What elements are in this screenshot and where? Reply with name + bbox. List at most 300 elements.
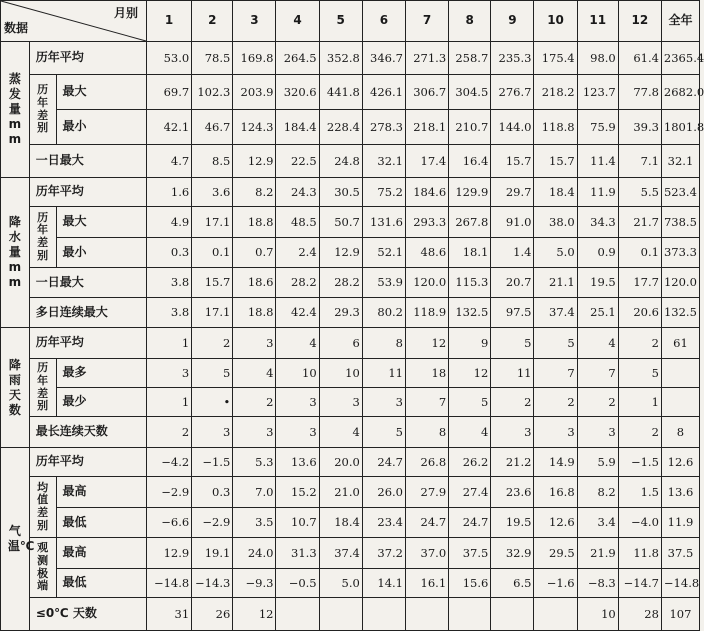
precip-max-value: 48.5: [276, 207, 319, 238]
temp-belowzero-value: 10: [577, 598, 618, 631]
temp-extreme-label-text: 观测极端: [37, 541, 49, 593]
temp-meanhigh-value: 27.4: [449, 477, 491, 508]
evap-min-value: 75.9: [577, 110, 618, 145]
evap-avg-value: 346.7: [362, 42, 405, 75]
precip-daymax-value: 28.2: [276, 268, 319, 298]
precip-min-value: 52.1: [362, 238, 405, 268]
temp-meanhigh-value: 7.0: [233, 477, 276, 508]
precip-multiday-value: 118.9: [405, 298, 448, 328]
evap-daymax-value: 8.5: [192, 145, 233, 178]
precip-max-row: [1, 207, 700, 238]
rain-most-value: 7: [577, 359, 618, 388]
evap-min-row: [1, 110, 700, 145]
temp-avg-value: 13.6: [276, 448, 319, 477]
header-month-5: 5: [319, 1, 362, 42]
evap-avg-value: 352.8: [319, 42, 362, 75]
evap-max-value: 218.2: [534, 75, 577, 110]
temp-meanlow-value: 12.6: [534, 508, 577, 538]
rain-most-value: 11: [362, 359, 405, 388]
header-month-2: 2: [192, 1, 233, 42]
precip-max-value: 267.8: [449, 207, 491, 238]
temp-avg-value: 26.8: [405, 448, 448, 477]
temp-belowzero-value: [449, 598, 491, 631]
evap-min-value: 184.4: [276, 110, 319, 145]
rain-avg-value: 4: [577, 328, 618, 359]
rain-least-value: 1: [146, 388, 191, 417]
rain-least-label: 最少: [56, 388, 146, 417]
precip-min-value: 0.1: [618, 238, 661, 268]
rain-longest-value: 5: [362, 417, 405, 448]
temp-belowzero-label: ≤0℃ 天数: [29, 598, 146, 631]
precip-avg-value: 1.6: [146, 178, 191, 207]
precip-daymax-label: 一日最大: [29, 268, 146, 298]
evap-daymax-value: 32.1: [661, 145, 699, 178]
precip-max-value: 91.0: [491, 207, 534, 238]
temp-belowzero-value: [491, 598, 534, 631]
rain-least-value: 2: [577, 388, 618, 417]
evap-max-value: 276.7: [491, 75, 534, 110]
temp-exthigh-value: 19.1: [192, 538, 233, 569]
evap-daymax-value: 15.7: [491, 145, 534, 178]
temp-belowzero-value: [362, 598, 405, 631]
precip-min-value: 0.7: [233, 238, 276, 268]
evap-min-value: 228.4: [319, 110, 362, 145]
precip-multiday-row: [1, 298, 700, 328]
evap-daymax-value: 17.4: [405, 145, 448, 178]
evap-daymax-value: 22.5: [276, 145, 319, 178]
precip-diff-label-text: 历年差别: [37, 210, 49, 262]
evap-daymax-value: 15.7: [534, 145, 577, 178]
temp-avg-value: 12.6: [661, 448, 699, 477]
raindays-category-text: 降雨天数: [8, 357, 21, 417]
precip-multiday-value: 29.3: [319, 298, 362, 328]
precip-daymax-value: 21.1: [534, 268, 577, 298]
temp-extlow-value: −14.8: [661, 569, 699, 598]
evap-avg-value: 169.8: [233, 42, 276, 75]
temp-meanlow-value: 3.5: [233, 508, 276, 538]
precip-max-value: 17.1: [192, 207, 233, 238]
temp-belowzero-value: 12: [233, 598, 276, 631]
evap-max-value: 306.7: [405, 75, 448, 110]
precip-max-value: 293.3: [405, 207, 448, 238]
temp-extlow-value: 15.6: [449, 569, 491, 598]
rain-avg-value: 5: [534, 328, 577, 359]
temp-meanhigh-value: 21.0: [319, 477, 362, 508]
temp-exthigh-value: 24.0: [233, 538, 276, 569]
evap-avg-value: 2365.4: [661, 42, 699, 75]
evap-diff-label-text: 历年差别: [37, 83, 49, 135]
precip-daymax-value: 18.6: [233, 268, 276, 298]
precip-avg-value: 5.5: [618, 178, 661, 207]
header-month-7: 7: [405, 1, 448, 42]
temp-meanlow-value: 23.4: [362, 508, 405, 538]
temp-extlow-value: −9.3: [233, 569, 276, 598]
evap-daymax-value: 12.9: [233, 145, 276, 178]
evap-daymax-label: 一日最大: [29, 145, 146, 178]
rain-most-value: 10: [319, 359, 362, 388]
precip-min-row: [1, 238, 700, 268]
header-month-10: 10: [534, 1, 577, 42]
evap-daymax-value: 4.7: [146, 145, 191, 178]
precip-multiday-value: 37.4: [534, 298, 577, 328]
rain-avg-row: [1, 328, 700, 359]
rain-most-value: 5: [618, 359, 661, 388]
precip-multiday-value: 132.5: [449, 298, 491, 328]
rain-least-value: 7: [405, 388, 448, 417]
precip-daymax-value: 120.0: [661, 268, 699, 298]
rain-most-value: 7: [534, 359, 577, 388]
rain-most-value: 11: [491, 359, 534, 388]
header-month-6: 6: [362, 1, 405, 42]
header-annual: 全年: [661, 1, 699, 42]
precip-daymax-value: 15.7: [192, 268, 233, 298]
header-month-1: 1: [146, 1, 191, 42]
corner-header-cell: [1, 1, 147, 42]
rain-longest-value: 4: [319, 417, 362, 448]
rain-avg-value: 4: [276, 328, 319, 359]
temp-extlow-label: 最低: [56, 569, 146, 598]
rain-avg-value: 6: [319, 328, 362, 359]
rain-avg-value: 12: [405, 328, 448, 359]
precip-multiday-value: 18.8: [233, 298, 276, 328]
temp-meanlow-value: −4.0: [618, 508, 661, 538]
temp-extlow-value: −14.3: [192, 569, 233, 598]
evap-diff-label: [29, 75, 56, 145]
evap-avg-value: 264.5: [276, 42, 319, 75]
temp-meanhigh-value: 13.6: [661, 477, 699, 508]
temp-exthigh-value: 37.5: [449, 538, 491, 569]
precip-avg-value: 3.6: [192, 178, 233, 207]
temp-meanhigh-value: 1.5: [618, 477, 661, 508]
temp-exthigh-row: [1, 538, 700, 569]
evap-min-label: 最小: [56, 110, 146, 145]
precip-avg-value: 8.2: [233, 178, 276, 207]
rain-avg-value: 61: [661, 328, 699, 359]
rain-longest-value: 3: [276, 417, 319, 448]
temp-belowzero-value: [534, 598, 577, 631]
temp-exthigh-value: 21.9: [577, 538, 618, 569]
rain-least-value: 3: [362, 388, 405, 417]
temp-meandiff-label-text: 均值差别: [37, 480, 49, 532]
precip-max-value: 131.6: [362, 207, 405, 238]
rain-most-value: 5: [192, 359, 233, 388]
temp-exthigh-value: 37.5: [661, 538, 699, 569]
precip-min-value: 1.4: [491, 238, 534, 268]
temp-meanhigh-value: −2.9: [146, 477, 191, 508]
temp-category-text: 气温℃: [7, 524, 35, 553]
evap-avg-value: 175.4: [534, 42, 577, 75]
evap-min-value: 42.1: [146, 110, 191, 145]
rain-least-value: 3: [319, 388, 362, 417]
temp-avg-value: 21.2: [491, 448, 534, 477]
temp-meanlow-value: 19.5: [491, 508, 534, 538]
temp-extlow-value: −14.7: [618, 569, 661, 598]
temp-meanlow-value: 10.7: [276, 508, 319, 538]
evap-min-value: 218.1: [405, 110, 448, 145]
evap-avg-value: 53.0: [146, 42, 191, 75]
temp-meanlow-value: 3.4: [577, 508, 618, 538]
precip-min-value: 48.6: [405, 238, 448, 268]
evap-min-value: 144.0: [491, 110, 534, 145]
precip-max-value: 4.9: [146, 207, 191, 238]
evap-min-value: 278.3: [362, 110, 405, 145]
precip-min-value: 5.0: [534, 238, 577, 268]
rain-longest-value: 4: [449, 417, 491, 448]
rain-avg-value: 9: [449, 328, 491, 359]
rain-longest-value: 8: [661, 417, 699, 448]
temp-meanhigh-value: 8.2: [577, 477, 618, 508]
temp-avg-value: −1.5: [192, 448, 233, 477]
temp-meanlow-label: 最低: [56, 508, 146, 538]
temp-avg-value: 20.0: [319, 448, 362, 477]
precip-avg-value: 11.9: [577, 178, 618, 207]
temp-exthigh-value: 29.5: [534, 538, 577, 569]
header-row: [1, 1, 700, 42]
rain-avg-value: 2: [618, 328, 661, 359]
rain-most-label: 最多: [56, 359, 146, 388]
evap-category: [1, 42, 30, 178]
rain-longest-value: 3: [491, 417, 534, 448]
temp-meanhigh-value: 26.0: [362, 477, 405, 508]
evap-daymax-value: 32.1: [362, 145, 405, 178]
precip-avg-value: 30.5: [319, 178, 362, 207]
temp-extlow-value: −1.6: [534, 569, 577, 598]
evap-max-value: 77.8: [618, 75, 661, 110]
evap-daymax-value: 24.8: [319, 145, 362, 178]
temp-exthigh-value: 32.9: [491, 538, 534, 569]
temp-meanhigh-value: 15.2: [276, 477, 319, 508]
precip-avg-value: 184.6: [405, 178, 448, 207]
temp-belowzero-value: [276, 598, 319, 631]
evap-avg-value: 258.7: [449, 42, 491, 75]
temp-extlow-value: −14.8: [146, 569, 191, 598]
evap-avg-label: 历年平均: [29, 42, 146, 75]
temp-meanlow-value: −6.6: [146, 508, 191, 538]
temp-extlow-value: 6.5: [491, 569, 534, 598]
precip-min-value: 0.9: [577, 238, 618, 268]
precip-max-value: 50.7: [319, 207, 362, 238]
precip-max-value: 18.8: [233, 207, 276, 238]
precip-max-value: 21.7: [618, 207, 661, 238]
precip-category: [1, 178, 30, 328]
precip-daymax-value: 20.7: [491, 268, 534, 298]
temp-meanhigh-value: 23.6: [491, 477, 534, 508]
precip-min-value: 12.9: [319, 238, 362, 268]
rain-most-value: 4: [233, 359, 276, 388]
temp-avg-value: 5.3: [233, 448, 276, 477]
evap-max-row: [1, 75, 700, 110]
temp-extlow-row: [1, 569, 700, 598]
precip-multiday-label: 多日连续最大: [29, 298, 146, 328]
precip-multiday-value: 25.1: [577, 298, 618, 328]
rain-longest-label: 最长连续天数: [29, 417, 146, 448]
rain-longest-value: 3: [192, 417, 233, 448]
temp-belowzero-value: 107: [661, 598, 699, 631]
rain-most-value: 3: [146, 359, 191, 388]
precip-min-value: 373.3: [661, 238, 699, 268]
rain-most-value: [661, 359, 699, 388]
rain-least-value: 5: [449, 388, 491, 417]
precip-min-label: 最小: [56, 238, 146, 268]
rain-most-row: [1, 359, 700, 388]
rain-least-value: 1: [618, 388, 661, 417]
precip-daymax-row: [1, 268, 700, 298]
temp-meandiff-label: [29, 477, 56, 538]
evap-category-text: 蒸发量mm: [8, 72, 22, 146]
evap-min-value: 39.3: [618, 110, 661, 145]
rain-avg-value: 2: [192, 328, 233, 359]
rain-longest-value: 8: [405, 417, 448, 448]
precip-multiday-value: 42.4: [276, 298, 319, 328]
rain-avg-value: 8: [362, 328, 405, 359]
rain-longest-value: 2: [618, 417, 661, 448]
temp-exthigh-value: 37.4: [319, 538, 362, 569]
precip-diff-label: [29, 207, 56, 268]
evap-avg-value: 78.5: [192, 42, 233, 75]
month-label: 月别: [113, 6, 138, 20]
precip-avg-value: 18.4: [534, 178, 577, 207]
evap-avg-value: 271.3: [405, 42, 448, 75]
temp-extlow-value: −8.3: [577, 569, 618, 598]
temp-meanlow-value: 24.7: [449, 508, 491, 538]
header-month-3: 3: [233, 1, 276, 42]
evap-max-label: 最大: [56, 75, 146, 110]
precip-daymax-value: 17.7: [618, 268, 661, 298]
temp-avg-row: [1, 448, 700, 477]
temp-meanlow-value: 11.9: [661, 508, 699, 538]
precip-avg-value: 523.4: [661, 178, 699, 207]
temp-belowzero-value: 31: [146, 598, 191, 631]
evap-daymax-row: [1, 145, 700, 178]
temp-avg-value: 14.9: [534, 448, 577, 477]
temp-belowzero-value: [319, 598, 362, 631]
temp-avg-value: −1.5: [618, 448, 661, 477]
precip-avg-value: 24.3: [276, 178, 319, 207]
precip-multiday-value: 80.2: [362, 298, 405, 328]
rain-avg-value: 1: [146, 328, 191, 359]
precip-avg-label: 历年平均: [29, 178, 146, 207]
evap-min-value: 210.7: [449, 110, 491, 145]
temp-avg-value: 24.7: [362, 448, 405, 477]
evap-min-value: 46.7: [192, 110, 233, 145]
temp-avg-label: 历年平均: [29, 448, 146, 477]
precip-min-value: 0.1: [192, 238, 233, 268]
rain-diff-label: [29, 359, 56, 417]
precip-avg-value: 129.9: [449, 178, 491, 207]
rain-longest-value: 2: [146, 417, 191, 448]
temp-meanhigh-label: 最高: [56, 477, 146, 508]
evap-max-value: 426.1: [362, 75, 405, 110]
evap-min-value: 118.8: [534, 110, 577, 145]
evap-max-value: 123.7: [577, 75, 618, 110]
precip-max-value: 38.0: [534, 207, 577, 238]
rain-least-value: 3: [276, 388, 319, 417]
precip-multiday-value: 20.6: [618, 298, 661, 328]
evap-max-value: 304.5: [449, 75, 491, 110]
evap-min-value: 1801.8: [661, 110, 699, 145]
header-month-8: 8: [449, 1, 491, 42]
precip-min-value: 18.1: [449, 238, 491, 268]
temp-avg-value: 5.9: [577, 448, 618, 477]
temp-exthigh-value: 12.9: [146, 538, 191, 569]
temp-meanhigh-value: 16.8: [534, 477, 577, 508]
evap-max-value: 2682.0: [661, 75, 699, 110]
rain-least-value: [661, 388, 699, 417]
precip-min-value: 0.3: [146, 238, 191, 268]
rain-longest-value: 3: [534, 417, 577, 448]
data-label: 数据: [4, 20, 29, 35]
rain-avg-value: 5: [491, 328, 534, 359]
temp-avg-value: 26.2: [449, 448, 491, 477]
precip-daymax-value: 19.5: [577, 268, 618, 298]
evap-max-value: 102.3: [192, 75, 233, 110]
temp-exthigh-value: 37.2: [362, 538, 405, 569]
temp-meanlow-value: −2.9: [192, 508, 233, 538]
precip-min-value: 2.4: [276, 238, 319, 268]
temp-meanlow-value: 24.7: [405, 508, 448, 538]
precip-max-value: 34.3: [577, 207, 618, 238]
rain-most-value: 12: [449, 359, 491, 388]
temp-exthigh-value: 31.3: [276, 538, 319, 569]
precip-daymax-value: 115.3: [449, 268, 491, 298]
temp-extlow-value: 5.0: [319, 569, 362, 598]
header-month-12: 12: [618, 1, 661, 42]
rain-most-value: 10: [276, 359, 319, 388]
raindays-category: [1, 328, 30, 448]
evap-daymax-value: 16.4: [449, 145, 491, 178]
temp-meanhigh-value: 27.9: [405, 477, 448, 508]
precip-multiday-value: 17.1: [192, 298, 233, 328]
precip-max-label: 最大: [56, 207, 146, 238]
rain-least-value: 2: [491, 388, 534, 417]
precip-multiday-value: 3.8: [146, 298, 191, 328]
temp-extlow-value: −0.5: [276, 569, 319, 598]
rain-longest-value: 3: [233, 417, 276, 448]
rain-longest-row: [1, 417, 700, 448]
temp-avg-value: −4.2: [146, 448, 191, 477]
evap-daymax-value: 7.1: [618, 145, 661, 178]
temp-belowzero-value: 26: [192, 598, 233, 631]
rain-diff-label-text: 历年差别: [37, 361, 49, 413]
evap-min-value: 124.3: [233, 110, 276, 145]
rain-least-value: 2: [534, 388, 577, 417]
precip-daymax-value: 28.2: [319, 268, 362, 298]
rain-avg-label: 历年平均: [29, 328, 146, 359]
precip-multiday-value: 97.5: [491, 298, 534, 328]
temp-exthigh-label: 最高: [56, 538, 146, 569]
precip-avg-value: 29.7: [491, 178, 534, 207]
evap-avg-value: 98.0: [577, 42, 618, 75]
evap-max-value: 320.6: [276, 75, 319, 110]
temp-extlow-value: 16.1: [405, 569, 448, 598]
precip-max-value: 738.5: [661, 207, 699, 238]
rain-least-value: 2: [233, 388, 276, 417]
evap-max-value: 203.9: [233, 75, 276, 110]
header-month-11: 11: [577, 1, 618, 42]
temp-meanlow-row: [1, 508, 700, 538]
precip-daymax-value: 3.8: [146, 268, 191, 298]
evap-max-value: 441.8: [319, 75, 362, 110]
rain-least-row: [1, 388, 700, 417]
header-month-9: 9: [491, 1, 534, 42]
rain-avg-value: 3: [233, 328, 276, 359]
temp-meanhigh-value: 0.3: [192, 477, 233, 508]
temp-exthigh-value: 11.8: [618, 538, 661, 569]
rain-most-value: 18: [405, 359, 448, 388]
evap-daymax-value: 11.4: [577, 145, 618, 178]
evap-avg-row: [1, 42, 700, 75]
temp-belowzero-value: 28: [618, 598, 661, 631]
